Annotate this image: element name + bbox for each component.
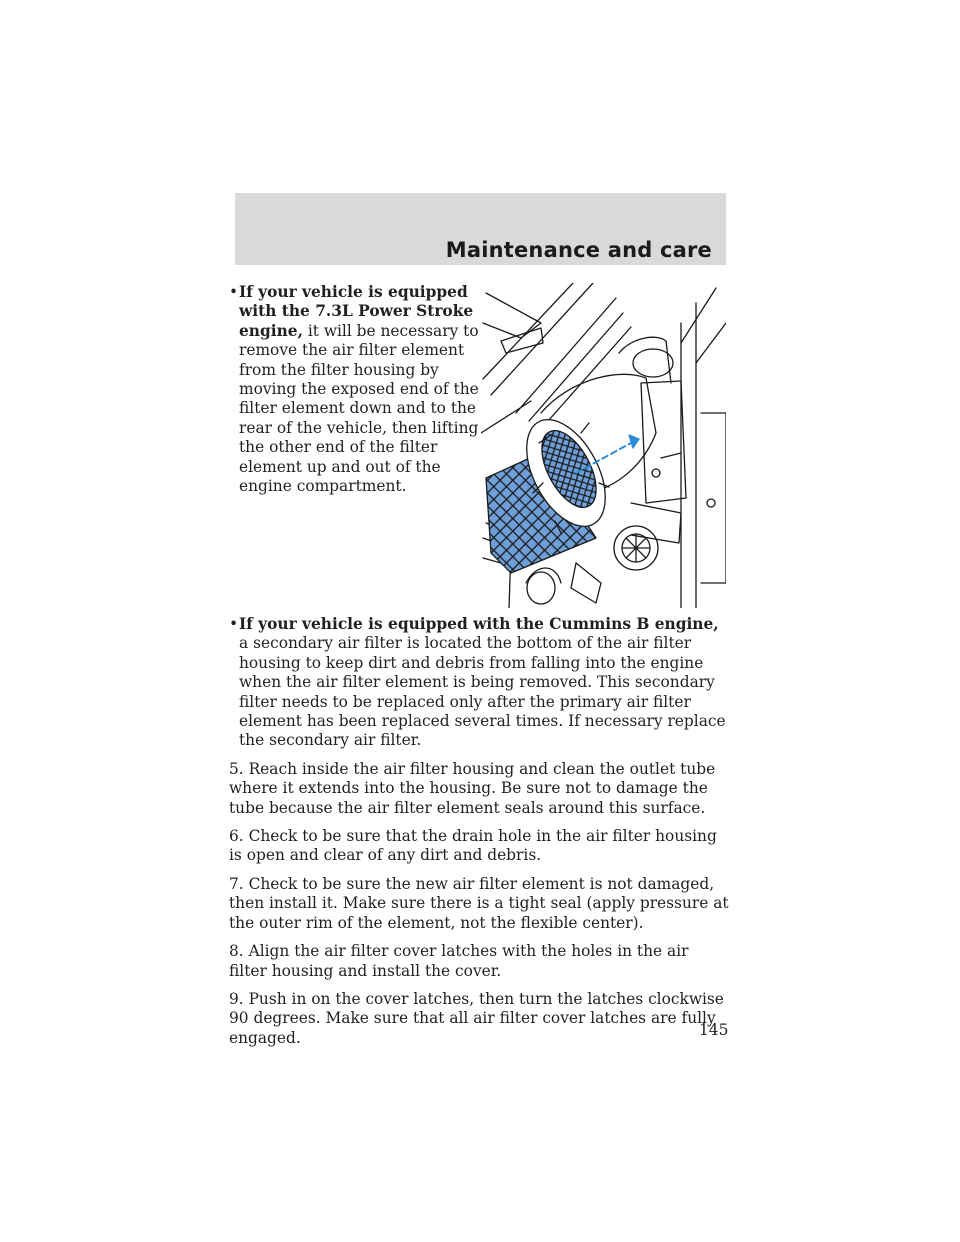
bullet-body: a secondary air filter is located the bottom of the air filter housing to keep dirt and debris from falling into the engine when the air filter element is being removed. This secondary filter needs to be replaced only after the primary air filter element has been replaced several times. If necessary replace the secondary air filter. [239,634,726,750]
bullet-body: it will be necessary to remove the air filter element from the filter housing by moving the exposed end of the filter element down and to the rear of the vehicle, then lifting the other end of the filter element up and out of the engine compartment. [239,321,479,496]
step-6: 6. Check to be sure that the drain hole in the air filter housing is open and clear of any dirt and debris. [229,827,717,865]
air-filter-removal-illustration [481,283,726,608]
step-8: 8. Align the air filter cover latches with the holes in the air filter housing and install the cover. [229,942,689,980]
bullet-lead-bold: If your vehicle is equipped with the 7.3L Power Stroke engine, [239,283,474,340]
section-header-band [235,193,726,265]
page-number: 145 [699,1021,729,1039]
step-9: 9. Push in on the cover latches, then turn the latches clockwise 90 degrees. Make sure that all air filter cover latches are fully engaged. [229,989,724,1047]
bullet-marker: • [229,283,239,301]
step-7: 7. Check to be sure the new air filter element is not damaged, then install it. Make sure there is a tight seal (apply pressure at the outer rim of the element, not the flexible center). [229,874,729,932]
section-title: Maintenance and care [445,238,712,262]
bullet-powerstroke [229,283,479,496]
bullet-lead-bold: If your vehicle is equipped with the Cummins B engine, [239,615,719,633]
bullet-cummins [229,615,729,751]
main-text [229,615,729,1057]
step-5: 5. Reach inside the air filter housing and clean the outlet tube where it extends into the housing. Be sure not to damage the tube because the air filter element seals around this surface. [229,759,716,817]
bullet-marker: • [229,615,239,633]
